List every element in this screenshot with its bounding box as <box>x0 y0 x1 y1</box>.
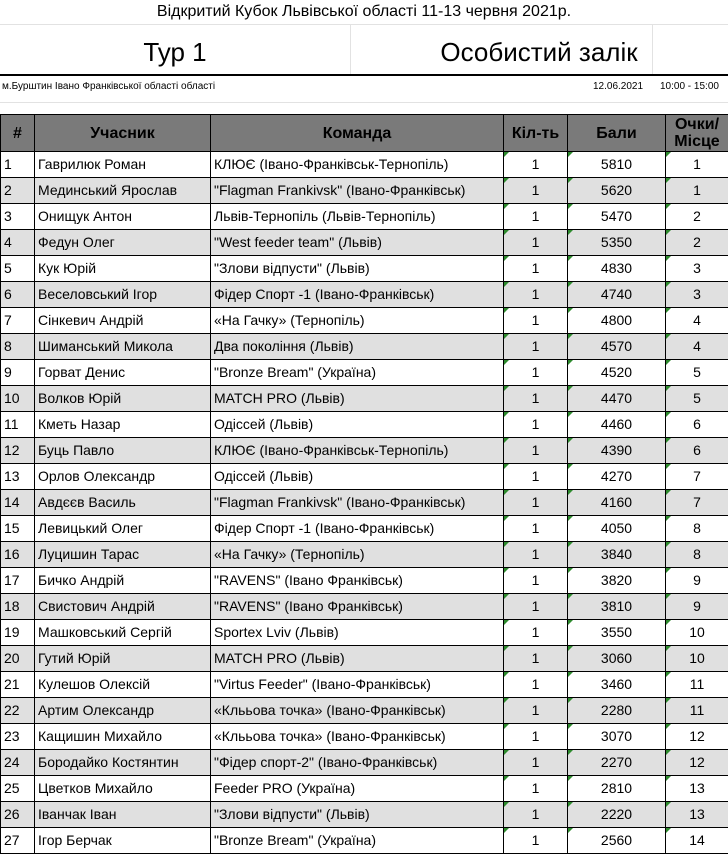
participant-name: Кащишин Михайло <box>35 724 211 750</box>
quantity-value: 1 <box>504 438 568 464</box>
quantity-value: 1 <box>504 672 568 698</box>
points-value: 2810 <box>568 776 666 802</box>
participant-name: Артим Олександр <box>35 698 211 724</box>
row-number: 1 <box>1 152 35 178</box>
participant-name: Машковський Сергій <box>35 620 211 646</box>
participant-name: Волков Юрій <box>35 386 211 412</box>
points-value: 4470 <box>568 386 666 412</box>
table-row <box>1 750 728 776</box>
participant-name: Бородайко Костянтин <box>35 750 211 776</box>
team-name: "Злови відпусти" (Львів) <box>211 256 504 282</box>
participant-name: Кметь Назар <box>35 412 211 438</box>
team-name: "RAVENS" (Івано Франківськ) <box>211 594 504 620</box>
points-value: 3550 <box>568 620 666 646</box>
place-value: 2 <box>666 204 728 230</box>
team-name: КЛЮЄ (Івано-Франківськ-Тернопіль) <box>211 438 504 464</box>
points-value: 3460 <box>568 672 666 698</box>
place-value: 8 <box>666 542 728 568</box>
points-value: 4800 <box>568 308 666 334</box>
team-name: "Flagman Frankivsk" (Івано-Франківськ) <box>211 178 504 204</box>
participant-name: Свистович Андрій <box>35 594 211 620</box>
participant-name: Бичко Андрій <box>35 568 211 594</box>
table-row <box>1 412 728 438</box>
row-number: 16 <box>1 542 35 568</box>
row-number: 21 <box>1 672 35 698</box>
points-value: 5470 <box>568 204 666 230</box>
table-row <box>1 464 728 490</box>
results-table <box>0 114 728 854</box>
table-row <box>1 542 728 568</box>
place-value: 5 <box>666 360 728 386</box>
place-value: 6 <box>666 438 728 464</box>
team-name: «Клььова точка» (Івано-Франківськ) <box>211 698 504 724</box>
table-row <box>1 178 728 204</box>
table-row <box>1 516 728 542</box>
column-header-points: Бали <box>568 115 666 152</box>
table-row <box>1 282 728 308</box>
points-value: 4390 <box>568 438 666 464</box>
place-value: 9 <box>666 594 728 620</box>
team-name: "Злови відпусти" (Львів) <box>211 802 504 828</box>
points-value: 2270 <box>568 750 666 776</box>
column-header-team: Команда <box>211 115 504 152</box>
team-name: "Bronze Bream" (Україна) <box>211 828 504 854</box>
table-row <box>1 568 728 594</box>
place-value: 8 <box>666 516 728 542</box>
points-value: 4460 <box>568 412 666 438</box>
team-name: "Фідер спорт-2" (Івано-Франківськ) <box>211 750 504 776</box>
team-name: Львів-Тернопіль (Львів-Тернопіль) <box>211 204 504 230</box>
team-name: "Flagman Frankivsk" (Івано-Франківськ) <box>211 490 504 516</box>
team-name: «На Гачку» (Тернопіль) <box>211 308 504 334</box>
quantity-value: 1 <box>504 334 568 360</box>
quantity-value: 1 <box>504 230 568 256</box>
column-header-quantity: Кіл-ть <box>504 115 568 152</box>
team-name: Sportex Lviv (Львів) <box>211 620 504 646</box>
table-row <box>1 490 728 516</box>
points-value: 3810 <box>568 594 666 620</box>
quantity-value: 1 <box>504 152 568 178</box>
row-number: 7 <box>1 308 35 334</box>
quantity-value: 1 <box>504 646 568 672</box>
points-value: 4740 <box>568 282 666 308</box>
quantity-value: 1 <box>504 698 568 724</box>
quantity-value: 1 <box>504 620 568 646</box>
participant-name: Кулешов Олексій <box>35 672 211 698</box>
row-number: 12 <box>1 438 35 464</box>
quantity-value: 1 <box>504 204 568 230</box>
participant-name: Горват Денис <box>35 360 211 386</box>
table-header-row <box>1 115 728 152</box>
participant-name: Онищук Антон <box>35 204 211 230</box>
table-row <box>1 724 728 750</box>
place-value: 14 <box>666 828 728 854</box>
team-name: Фідер Спорт -1 (Івано-Франківськ) <box>211 516 504 542</box>
participant-name: Мединський Ярослав <box>35 178 211 204</box>
round-title: Тур 1 <box>143 37 207 67</box>
row-number: 19 <box>1 620 35 646</box>
quantity-value: 1 <box>504 594 568 620</box>
quantity-value: 1 <box>504 256 568 282</box>
team-name: Feeder PRO (Україна) <box>211 776 504 802</box>
points-value: 4570 <box>568 334 666 360</box>
event-title: Відкритий Кубок Львівської області 11-13 червня 2021р. <box>156 3 572 20</box>
table-row <box>1 802 728 828</box>
points-value: 5350 <box>568 230 666 256</box>
table-row <box>1 646 728 672</box>
quantity-value: 1 <box>504 750 568 776</box>
place-value: 12 <box>666 750 728 776</box>
row-number: 27 <box>1 828 35 854</box>
row-number: 11 <box>1 412 35 438</box>
table-row <box>1 204 728 230</box>
team-name: Фідер Спорт -1 (Івано-Франківськ) <box>211 282 504 308</box>
row-number: 13 <box>1 464 35 490</box>
points-value: 5620 <box>568 178 666 204</box>
place-value: 11 <box>666 698 728 724</box>
table-row <box>1 308 728 334</box>
sheet-gridline <box>0 102 728 103</box>
table-row <box>1 360 728 386</box>
place-value: 5 <box>666 386 728 412</box>
standings-type-title: Особистий залік <box>440 37 638 67</box>
place-value: 7 <box>666 464 728 490</box>
team-name: "Virtus Feeder" (Івано-Франківськ) <box>211 672 504 698</box>
table-row <box>1 438 728 464</box>
location-label: м.Бурштин Івано Франківської області області <box>2 81 216 92</box>
place-value: 9 <box>666 568 728 594</box>
table-row <box>1 828 728 854</box>
row-number: 18 <box>1 594 35 620</box>
team-name: Два покоління (Львів) <box>211 334 504 360</box>
participant-name: Гутий Юрій <box>35 646 211 672</box>
table-row <box>1 256 728 282</box>
table-row <box>1 386 728 412</box>
row-number: 26 <box>1 802 35 828</box>
table-row <box>1 698 728 724</box>
points-value: 2280 <box>568 698 666 724</box>
date-label: 12.06.2021 <box>593 81 644 92</box>
row-number: 10 <box>1 386 35 412</box>
place-value: 12 <box>666 724 728 750</box>
points-value: 4050 <box>568 516 666 542</box>
points-value: 4270 <box>568 464 666 490</box>
row-number: 17 <box>1 568 35 594</box>
quantity-value: 1 <box>504 282 568 308</box>
table-row <box>1 620 728 646</box>
participant-name: Іванчак Іван <box>35 802 211 828</box>
team-name: "RAVENS" (Івано Франківськ) <box>211 568 504 594</box>
participant-name: Орлов Олександр <box>35 464 211 490</box>
place-value: 10 <box>666 620 728 646</box>
quantity-value: 1 <box>504 776 568 802</box>
quantity-value: 1 <box>504 568 568 594</box>
team-name: MATCH PRO (Львів) <box>211 646 504 672</box>
participant-name: Гаврилюк Роман <box>35 152 211 178</box>
points-value: 4520 <box>568 360 666 386</box>
quantity-value: 1 <box>504 490 568 516</box>
quantity-value: 1 <box>504 412 568 438</box>
team-name: MATCH PRO (Львів) <box>211 386 504 412</box>
table-row <box>1 594 728 620</box>
participant-name: Цветков Михайло <box>35 776 211 802</box>
row-number: 24 <box>1 750 35 776</box>
row-number: 9 <box>1 360 35 386</box>
place-value: 4 <box>666 308 728 334</box>
team-name: Одіссей (Львів) <box>211 412 504 438</box>
row-number: 15 <box>1 516 35 542</box>
points-value: 5810 <box>568 152 666 178</box>
participant-name: Луцишин Тарас <box>35 542 211 568</box>
place-value: 7 <box>666 490 728 516</box>
team-name: «Клььова точка» (Івано-Франківськ) <box>211 724 504 750</box>
row-number: 6 <box>1 282 35 308</box>
quantity-value: 1 <box>504 802 568 828</box>
points-value: 4160 <box>568 490 666 516</box>
quantity-value: 1 <box>504 542 568 568</box>
points-value: 3060 <box>568 646 666 672</box>
time-label: 10:00 - 15:00 <box>660 81 719 92</box>
column-header-number: # <box>1 115 35 152</box>
table-row <box>1 776 728 802</box>
place-value: 6 <box>666 412 728 438</box>
team-name: Одіссей (Львів) <box>211 464 504 490</box>
place-value: 3 <box>666 282 728 308</box>
points-value: 2220 <box>568 802 666 828</box>
place-value: 13 <box>666 776 728 802</box>
participant-name: Федун Олег <box>35 230 211 256</box>
participant-name: Сінкевич Андрій <box>35 308 211 334</box>
participant-name: Ігор Берчак <box>35 828 211 854</box>
column-header-participant: Учасник <box>35 115 211 152</box>
quantity-value: 1 <box>504 308 568 334</box>
sheet-gridline <box>0 24 728 25</box>
points-value: 4830 <box>568 256 666 282</box>
quantity-value: 1 <box>504 386 568 412</box>
quantity-value: 1 <box>504 724 568 750</box>
quantity-value: 1 <box>504 360 568 386</box>
header-divider <box>0 74 728 76</box>
place-value: 10 <box>666 646 728 672</box>
row-number: 3 <box>1 204 35 230</box>
row-number: 4 <box>1 230 35 256</box>
place-value: 1 <box>666 178 728 204</box>
row-number: 14 <box>1 490 35 516</box>
table-row <box>1 334 728 360</box>
team-name: «На Гачку» (Тернопіль) <box>211 542 504 568</box>
place-value: 4 <box>666 334 728 360</box>
place-value: 2 <box>666 230 728 256</box>
participant-name: Буць Павло <box>35 438 211 464</box>
team-name: "Bronze Bream" (Україна) <box>211 360 504 386</box>
row-number: 8 <box>1 334 35 360</box>
points-value: 3070 <box>568 724 666 750</box>
row-number: 20 <box>1 646 35 672</box>
row-number: 23 <box>1 724 35 750</box>
table-row <box>1 672 728 698</box>
participant-name: Шиманський Микола <box>35 334 211 360</box>
quantity-value: 1 <box>504 516 568 542</box>
row-number: 5 <box>1 256 35 282</box>
place-value: 3 <box>666 256 728 282</box>
points-value: 2560 <box>568 828 666 854</box>
participant-name: Левицький Олег <box>35 516 211 542</box>
place-value: 1 <box>666 152 728 178</box>
row-number: 2 <box>1 178 35 204</box>
quantity-value: 1 <box>504 178 568 204</box>
row-number: 25 <box>1 776 35 802</box>
team-name: "West feeder team" (Львів) <box>211 230 504 256</box>
participant-name: Веселовський Ігор <box>35 282 211 308</box>
points-value: 3840 <box>568 542 666 568</box>
place-value: 11 <box>666 672 728 698</box>
quantity-value: 1 <box>504 464 568 490</box>
participant-name: Авдєєв Василь <box>35 490 211 516</box>
column-header-place: Очки/ Місце <box>666 115 728 152</box>
place-value: 13 <box>666 802 728 828</box>
quantity-value: 1 <box>504 828 568 854</box>
team-name: КЛЮЄ (Івано-Франківськ-Тернопіль) <box>211 152 504 178</box>
table-row <box>1 230 728 256</box>
points-value: 3820 <box>568 568 666 594</box>
table-row <box>1 152 728 178</box>
participant-name: Кук Юрій <box>35 256 211 282</box>
row-number: 22 <box>1 698 35 724</box>
